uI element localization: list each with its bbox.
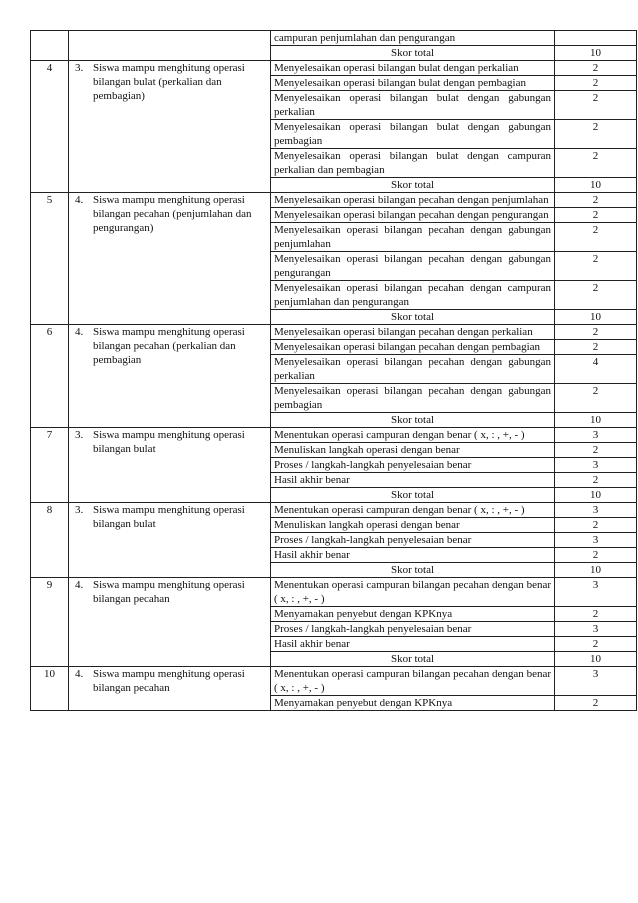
criterion-cell: Menyamakan penyebut dengan KPKnya <box>271 607 555 622</box>
total-label: Skor total <box>271 310 555 325</box>
score-cell <box>555 31 637 46</box>
indicator-cell <box>69 193 271 325</box>
score-cell: 3 <box>555 578 637 607</box>
score-cell: 2 <box>555 76 637 91</box>
indicator-cell <box>69 61 271 193</box>
criterion-cell: Menyelesaikan operasi bilangan pecahan dengan gabungan pengurangan <box>271 252 555 281</box>
indicator-text: Siswa mampu menghitung operasi bilangan pecahan <box>93 579 245 605</box>
score-cell: 2 <box>555 607 637 622</box>
criterion-cell: Menyelesaikan operasi bilangan pecahan dengan gabungan pembagian <box>271 384 555 413</box>
criterion-cell: Hasil akhir benar <box>271 548 555 563</box>
indicator <box>75 428 267 456</box>
indicator <box>75 61 267 103</box>
criterion-cell: Menyelesaikan operasi bilangan pecahan dengan gabungan penjumlahan <box>271 223 555 252</box>
question-number: 9 <box>31 578 69 667</box>
question-number: 8 <box>31 503 69 578</box>
criterion-cell: Menentukan operasi campuran dengan benar ( x, : , +, - ) <box>271 503 555 518</box>
score-cell: 2 <box>555 518 637 533</box>
indicator <box>75 667 267 695</box>
indicator-number: 3. <box>75 504 84 516</box>
criterion-cell: Menyelesaikan operasi bilangan pecahan dengan pengurangan <box>271 208 555 223</box>
indicator-cell <box>69 503 271 578</box>
criterion-cell: Hasil akhir benar <box>271 637 555 652</box>
score-cell: 2 <box>555 281 637 310</box>
criterion-cell: Menyelesaikan operasi bilangan bulat dengan perkalian <box>271 61 555 76</box>
criterion-cell: Menyelesaikan operasi bilangan pecahan dengan perkalian <box>271 325 555 340</box>
score-cell: 3 <box>555 533 637 548</box>
indicator-cell <box>69 325 271 428</box>
score-cell: 2 <box>555 149 637 178</box>
indicator-text: Siswa mampu menghitung operasi bilangan pecahan (penjumlahan dan pengurangan) <box>93 194 252 234</box>
criterion-cell: Menyamakan penyebut dengan KPKnya <box>271 696 555 711</box>
criterion-cell: Menyelesaikan operasi bilangan pecahan dengan campuran penjumlahan dan pengurangan <box>271 281 555 310</box>
question-number: 4 <box>31 61 69 193</box>
total-label: Skor total <box>271 652 555 667</box>
total-label: Skor total <box>271 563 555 578</box>
total-label: Skor total <box>271 178 555 193</box>
score-cell: 2 <box>555 61 637 76</box>
score-cell: 2 <box>555 223 637 252</box>
table-row <box>31 428 637 443</box>
total-score: 10 <box>555 488 637 503</box>
table-row <box>31 325 637 340</box>
criterion-cell: Menuliskan langkah operasi dengan benar <box>271 518 555 533</box>
table-row <box>31 31 637 46</box>
total-score: 10 <box>555 413 637 428</box>
criterion-cell: Menentukan operasi campuran dengan benar ( x, : , +, - ) <box>271 428 555 443</box>
criterion-cell: Proses / langkah-langkah penyelesaian benar <box>271 622 555 637</box>
indicator <box>75 503 267 531</box>
total-score: 10 <box>555 563 637 578</box>
indicator-text: Siswa mampu menghitung operasi bilangan bulat <box>93 429 245 455</box>
criterion-cell: Menyelesaikan operasi bilangan pecahan dengan gabungan perkalian <box>271 355 555 384</box>
criterion-cell: Menentukan operasi campuran bilangan pecahan dengan benar ( x, : , +, - ) <box>271 578 555 607</box>
indicator-number: 4. <box>75 194 84 206</box>
indicator <box>75 578 267 606</box>
score-cell: 2 <box>555 252 637 281</box>
total-score: 10 <box>555 178 637 193</box>
rubric-body <box>31 31 637 711</box>
question-number: 5 <box>31 193 69 325</box>
table-row <box>31 193 637 208</box>
criterion-cell: Menyelesaikan operasi bilangan bulat dengan pembagian <box>271 76 555 91</box>
total-label: Skor total <box>271 413 555 428</box>
score-cell: 2 <box>555 208 637 223</box>
score-cell: 3 <box>555 458 637 473</box>
score-cell: 2 <box>555 696 637 711</box>
score-cell: 2 <box>555 193 637 208</box>
question-number: 10 <box>31 667 69 711</box>
indicator-cell <box>69 667 271 711</box>
no-cell <box>31 31 69 61</box>
indicator-number: 3. <box>75 62 84 74</box>
criterion-cell: Menyelesaikan operasi bilangan bulat dengan campuran perkalian dan pembagian <box>271 149 555 178</box>
indicator-number: 4. <box>75 668 84 680</box>
question-number: 7 <box>31 428 69 503</box>
indicator-number: 3. <box>75 429 84 441</box>
score-cell: 3 <box>555 503 637 518</box>
criterion-cell: Menyelesaikan operasi bilangan pecahan dengan penjumlahan <box>271 193 555 208</box>
score-cell: 2 <box>555 637 637 652</box>
scoring-rubric-table <box>30 30 637 711</box>
indicator-text: Siswa mampu menghitung operasi bilangan bulat <box>93 504 245 530</box>
criterion-cell: Proses / langkah-langkah penyelesaian benar <box>271 458 555 473</box>
score-cell: 4 <box>555 355 637 384</box>
score-cell: 2 <box>555 91 637 120</box>
rubric-page <box>30 30 637 711</box>
score-cell: 2 <box>555 443 637 458</box>
total-score: 10 <box>555 46 637 61</box>
score-cell: 2 <box>555 384 637 413</box>
criterion-cell: Menuliskan langkah operasi dengan benar <box>271 443 555 458</box>
criterion-cell: Menyelesaikan operasi bilangan pecahan dengan pembagian <box>271 340 555 355</box>
score-cell: 2 <box>555 325 637 340</box>
indicator-number: 4. <box>75 326 84 338</box>
criterion-cell: Menyelesaikan operasi bilangan bulat dengan gabungan pembagian <box>271 120 555 149</box>
score-cell: 2 <box>555 548 637 563</box>
indicator <box>75 193 267 235</box>
score-cell: 3 <box>555 622 637 637</box>
criterion-cell: campuran penjumlahan dan pengurangan <box>271 31 555 46</box>
table-row <box>31 667 637 696</box>
criterion-cell: Proses / langkah-langkah penyelesaian benar <box>271 533 555 548</box>
score-cell: 3 <box>555 428 637 443</box>
criterion-cell: Hasil akhir benar <box>271 473 555 488</box>
score-cell: 2 <box>555 473 637 488</box>
score-cell: 2 <box>555 340 637 355</box>
total-label: Skor total <box>271 46 555 61</box>
criterion-cell: Menentukan operasi campuran bilangan pecahan dengan benar ( x, : , +, - ) <box>271 667 555 696</box>
score-cell: 3 <box>555 667 637 696</box>
indicator-text: Siswa mampu menghitung operasi bilangan pecahan (perkalian dan pembagian <box>93 326 245 366</box>
indicator-cell <box>69 428 271 503</box>
indicator-number: 4. <box>75 579 84 591</box>
total-score: 10 <box>555 310 637 325</box>
table-row <box>31 503 637 518</box>
indicator-cell <box>69 578 271 667</box>
table-row <box>31 61 637 76</box>
indicator-cell <box>69 31 271 61</box>
question-number: 6 <box>31 325 69 428</box>
indicator <box>75 325 267 367</box>
criterion-cell: Menyelesaikan operasi bilangan bulat dengan gabungan perkalian <box>271 91 555 120</box>
table-row <box>31 578 637 607</box>
score-cell: 2 <box>555 120 637 149</box>
indicator-text: Siswa mampu menghitung operasi bilangan pecahan <box>93 668 245 694</box>
total-score: 10 <box>555 652 637 667</box>
indicator-text: Siswa mampu menghitung operasi bilangan bulat (perkalian dan pembagian) <box>93 62 245 102</box>
total-label: Skor total <box>271 488 555 503</box>
